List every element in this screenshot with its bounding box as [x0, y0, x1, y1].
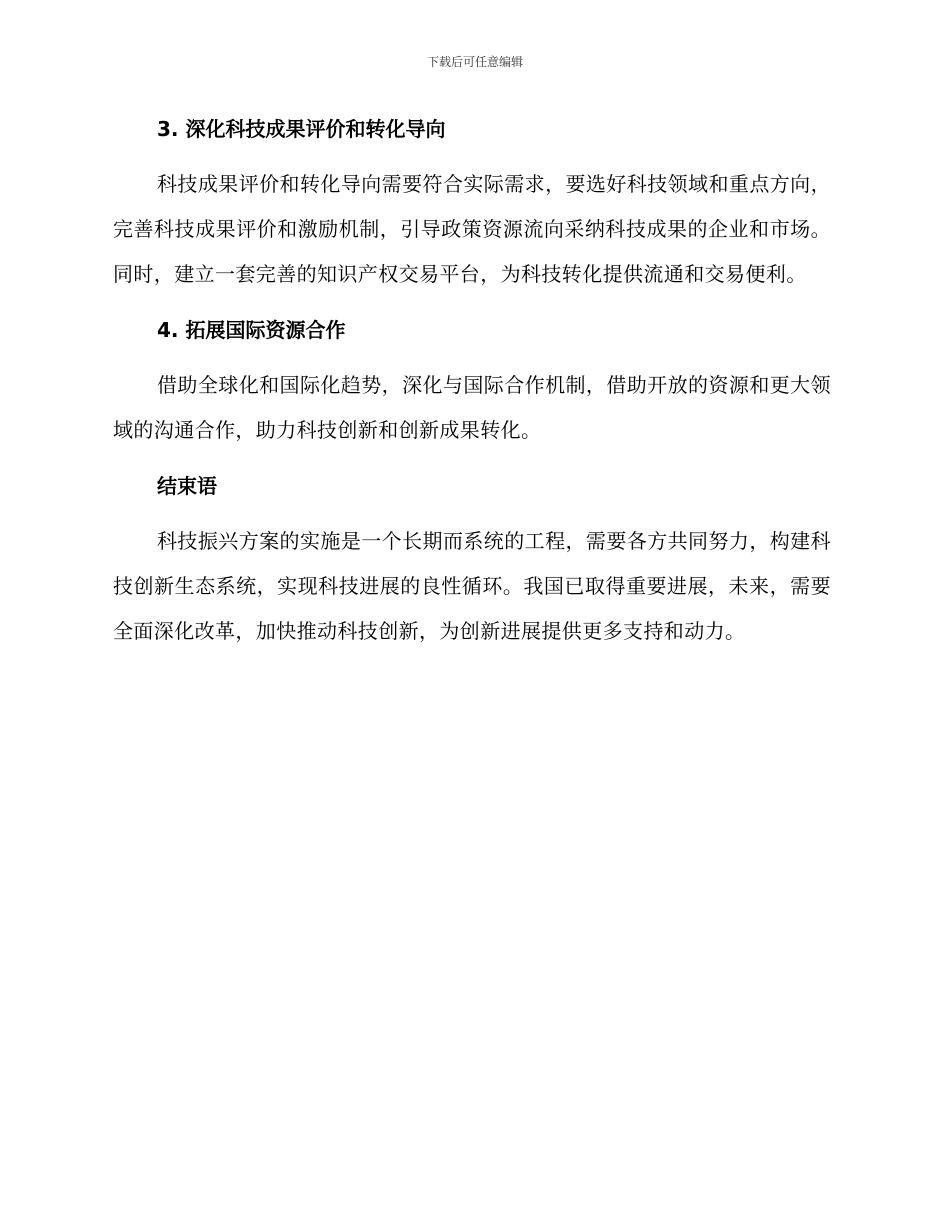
section-heading-3: 3. 深化科技成果评价和转化导向 — [157, 117, 446, 141]
section-paragraph-4: 借助全球化和国际化趋势，深化与国际合作机制，借助开放的资源和更大领域的沟通合作，助力科技创新和创新成果转化。 — [113, 373, 831, 442]
conclusion-paragraph: 科技振兴方案的实施是一个长期而系统的工程，需要各方共同努力，构建科技创新生态系统，实现科技进展的良性循环。我国已取得重要进展，未来，需要全面深化改革，加快推动科技创新，为创新进展提供更多支持和动力。 — [113, 529, 831, 643]
section-paragraph-3: 科技成果评价和转化导向需要符合实际需求，要选好科技领域和重点方向，完善科技成果评价和激励机制，引导政策资源流向采纳科技成果的企业和市场。同时，建立一套完善的知识产权交易平台，为科技转化提供流通和交易便利。 — [113, 172, 831, 286]
conclusion-heading: 结束语 — [157, 474, 217, 498]
document-body — [113, 112, 831, 654]
section-heading-4: 4. 拓展国际资源合作 — [157, 318, 346, 342]
page-header-note: 下载后可任意编辑 — [426, 55, 523, 69]
